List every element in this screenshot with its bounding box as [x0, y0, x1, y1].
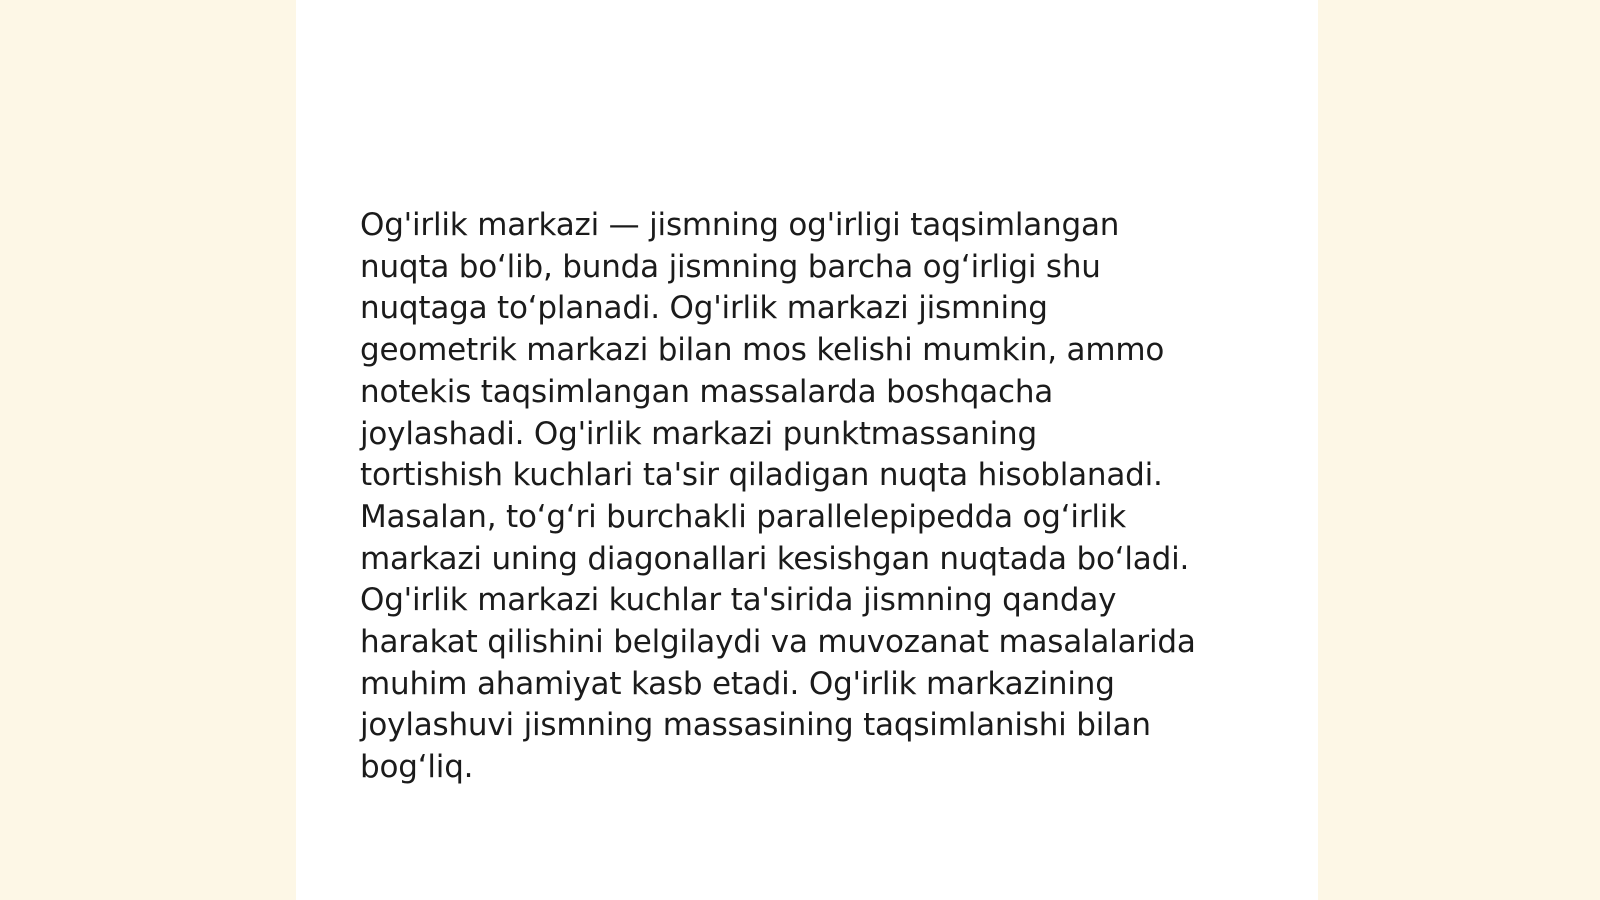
paragraph-line-11: harakat qilishini belgilaydi va muvozanat masalalarida: [360, 624, 1196, 661]
paragraph-line-5: notekis taqsimlangan massalarda boshqacha: [360, 373, 1054, 410]
paragraph-line-2: nuqta bo‘lib, bunda jismning barcha og‘irligi shu: [360, 248, 1101, 285]
paragraph-line-10: Og'irlik markazi kuchlar ta'sirida jismning qanday: [360, 582, 1117, 619]
paragraph-line-14: bog‘liq.: [360, 749, 474, 786]
paragraph-line-3: nuqtaga to‘planadi. Og'irlik markazi jismning: [360, 290, 1048, 327]
paragraph-line-7: tortishish kuchlari ta'sir qiladigan nuqta hisoblanadi.: [360, 457, 1163, 494]
paragraph-line-6: joylashadi. Og'irlik markazi punktmassaning: [360, 415, 1037, 452]
paragraph-line-8: Masalan, to‘g‘ri burchakli parallelepipedda og‘irlik: [360, 498, 1126, 535]
body-paragraph: [360, 205, 1260, 789]
document-page: [296, 0, 1318, 900]
paragraph-line-4: geometrik markazi bilan mos kelishi mumkin, ammo: [360, 332, 1165, 369]
paragraph-line-1: Og'irlik markazi — jismning og'irligi taqsimlangan: [360, 207, 1120, 243]
paragraph-line-9: markazi uning diagonallari kesishgan nuqtada bo‘ladi.: [360, 540, 1190, 577]
paragraph-line-13: joylashuvi jismning massasining taqsimlanishi bilan: [360, 707, 1151, 744]
paragraph-line-12: muhim ahamiyat kasb etadi. Og'irlik markazining: [360, 665, 1115, 702]
